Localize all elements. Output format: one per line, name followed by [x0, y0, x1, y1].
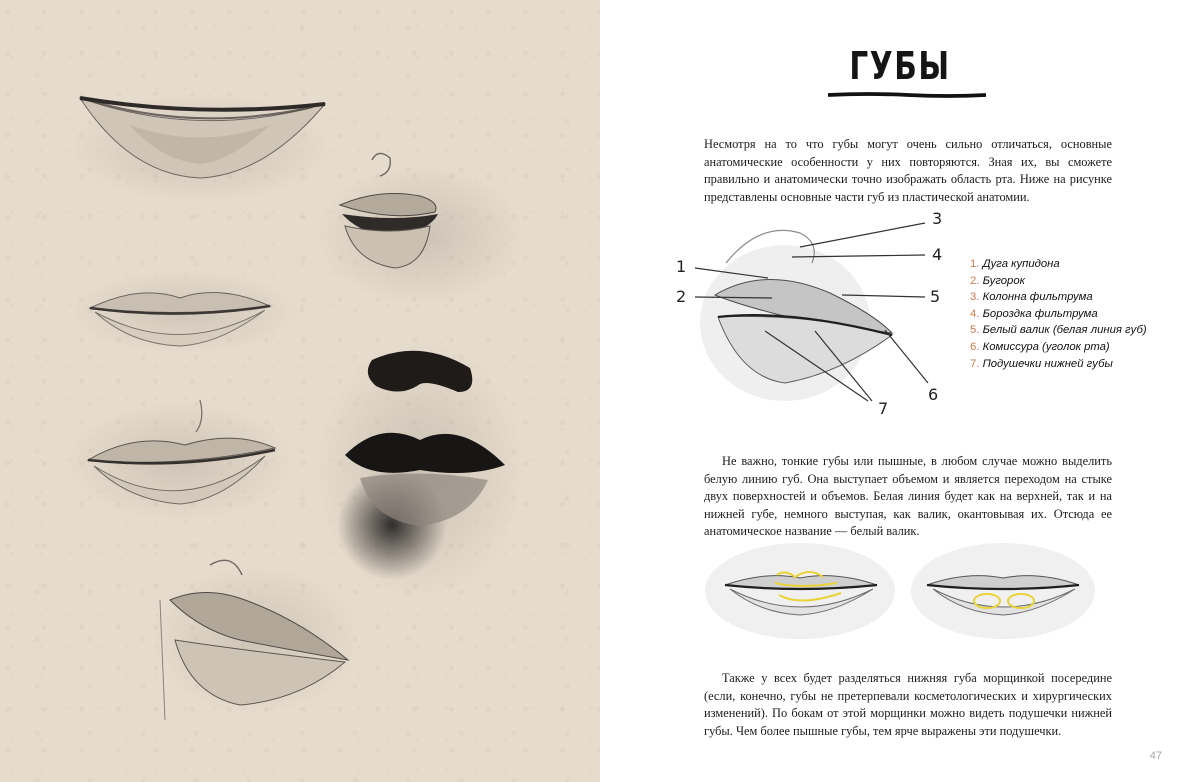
paragraph-white-roll: Не важно, тонкие губы или пышные, в любом случае можно выделить белую линию губ. Она выступает объемом и является переходом на стыке двух поверхностей и объемов. Белая линия будет как на верхней, так и на нижней губе, немного выступая, как валик, окантовывая их. Отсюда ее анатомическое название — белый валик. — [704, 454, 1112, 539]
legend-item: 2. Бугорок — [970, 274, 1025, 287]
diagram-label-4: 4 — [932, 245, 943, 264]
diagram-label-3: 3 — [932, 209, 943, 228]
legend-item: 4. Бороздка фильтрума — [970, 307, 1098, 320]
legend-item: 1. Дуга купидона — [970, 258, 1060, 270]
lips-dark-shaded-sketch — [315, 340, 525, 600]
anatomy-sketch-svg — [670, 205, 960, 420]
title-underline-brush — [828, 92, 986, 98]
paragraph-intro: Несмотря на то что губы могут очень сильно отличаться, основные анатомические особенности у них повторяются. Зная их, вы сможете правильно и анатомически точно изображать область рта. Ниже на рисунке представлены основные части губ из пластической анатомии. — [704, 137, 1112, 204]
diagram-label-2: 2 — [676, 287, 687, 306]
anatomy-legend — [970, 256, 1147, 372]
right-page-content — [600, 0, 1200, 782]
page-title: ГУБЫ — [849, 44, 951, 88]
lower-lip-pads-sketches — [705, 533, 1097, 645]
diagram-label-7: 7 — [878, 399, 889, 418]
legend-item: 7. Подушечки нижней губы — [970, 357, 1113, 370]
diagram-label-5: 5 — [930, 287, 941, 306]
legend-item: 3. Колонна фильтрума — [970, 291, 1093, 304]
lips-smirk-sketch — [65, 400, 295, 522]
lips-sketch-highlighted-left — [705, 543, 895, 639]
lips-parted-three-quarter-sketch — [315, 153, 525, 305]
lips-smile-sketch — [70, 93, 330, 203]
lips-anatomy-diagram — [670, 205, 960, 420]
legend-item: 6. Комиссура (уголок рта) — [970, 340, 1110, 353]
diagram-label-6: 6 — [928, 385, 939, 404]
lips-closed-front-sketch — [70, 270, 300, 354]
paragraph-lower-lip-pads: Также у всех будет разделяться нижняя губа морщинкой посередине (если, конечно, губы не претерпевали косметологических и хирургических изменений). По бокам от этой морщинки можно видеть подушечки нижней губы. Чем более пышные губы, тем ярче выражены эти подушечки. — [704, 671, 1112, 738]
lips-profile-sketch — [150, 560, 360, 720]
diagram-label-1: 1 — [676, 257, 687, 276]
lips-sketch-highlighted-right — [911, 543, 1095, 639]
legend-item: 5. Белый валик (белая линия губ) — [970, 324, 1147, 337]
page-number: 47 — [1149, 750, 1162, 762]
